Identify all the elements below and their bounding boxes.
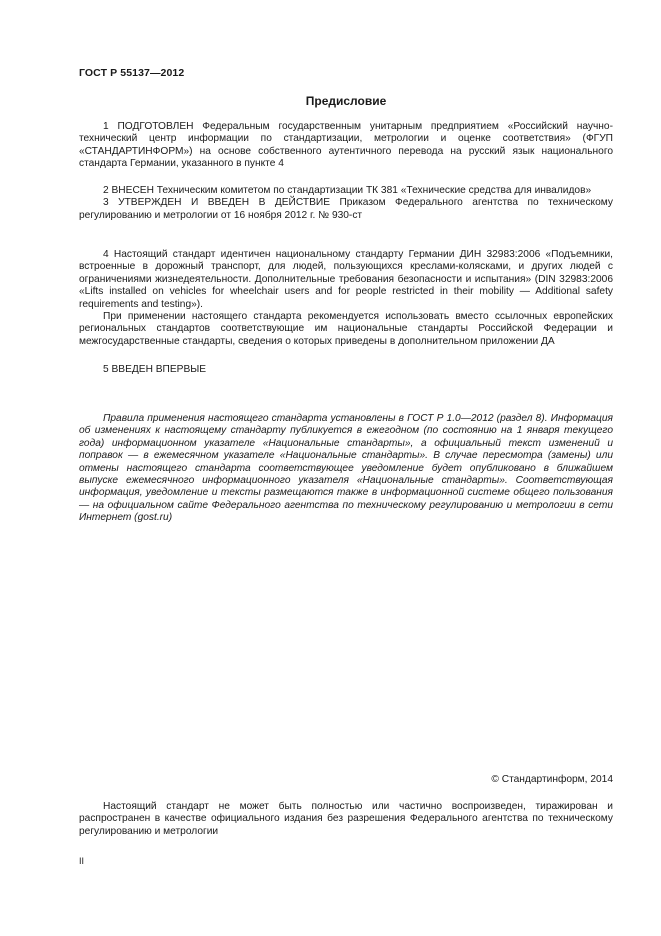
standard-code: ГОСТ Р 55137—2012 xyxy=(79,67,185,79)
page-title: Предисловие xyxy=(305,94,387,108)
item-1-block xyxy=(79,121,613,171)
reproduction-block xyxy=(79,801,613,838)
application-rules-notice xyxy=(79,413,613,525)
reproduction-notice: Настоящий стандарт не может быть полностью или частично воспроизведен, тиражирован и распространен в качестве официального издания без разрешения Федерального агентства по техническому регулированию и метрологии xyxy=(79,801,613,837)
item-1: 1 ПОДГОТОВЛЕН Федеральным государственным унитарным предприятием «Российский научно-технический центр информации по стандартизации, метрологии и оценке соответствия» (ФГУП «СТАНДАРТИНФОРМ») на основе собственного аутентичного перевода на русский язык национального стандарта Германии, указанного в пункте 4 xyxy=(79,121,613,170)
item-5-block xyxy=(79,364,613,376)
item-5: 5 ВВЕДЕН ВПЕРВЫЕ xyxy=(103,364,207,375)
notice-text: Правила применения настоящего стандарта установлены в ГОСТ Р 1.0—2012 (раздел 8). Информация об изменениях к настоящему стандарту публикуется в ежегодном (по состоянию на 1 января текущего года) информационном указателе «Национальные стандарты», а официальный текст изменений и поправок — в ежемесячном указателе «Национальные стандарты». В случае пересмотра (замены) или отмены настоящего стандарта соответствующее уведомление будет опубликовано в ближайшем выпуске ежемесячного информационного указателя «Национальные стандарты». Соответствующая информация, уведомление и тексты размещаются также в информационной системе общего пользования — на официальном сайте Федерального агентства по техническому регулированию и метрологии в сети Интернет (gost.ru) xyxy=(79,413,613,524)
item-2: 2 ВНЕСЕН Техническим комитетом по стандартизации ТК 381 «Технические средства для инвалидов» xyxy=(103,185,592,196)
item-4-note: При применении настоящего стандарта рекомендуется использовать вместо ссылочных европейских региональных стандартов соответствующие им национальные стандарты Российской Федерации и межгосударственные стандарты, сведения о которых приведены в дополнительном приложении ДА xyxy=(79,311,613,347)
copyright: © Стандартинформ, 2014 xyxy=(491,774,613,785)
page-number: II xyxy=(79,856,85,866)
item-4-block xyxy=(79,249,613,348)
item-3: 3 УТВЕРЖДЕН И ВВЕДЕН В ДЕЙСТВИЕ Приказом Федерального агентства по техническому регулированию и метрологии от 16 ноября 2012 г. № 930-ст xyxy=(79,197,613,221)
item-4: 4 Настоящий стандарт идентичен национальному стандарту Германии ДИН 32983:2006 «Подъемники, встроенные в дорожный транспорт, для людей, пользующихся креслами-колясками, и других людей с ограничениями жизнедеятельности. Дополнительные требования безопасности и испытания» (DIN 32983:2006 «Lifts installed on vehicles for wheelchair users and for people restricted in their mobility — Additional safety requirements and testing»). xyxy=(79,249,613,310)
item-2-3-block xyxy=(79,185,613,222)
